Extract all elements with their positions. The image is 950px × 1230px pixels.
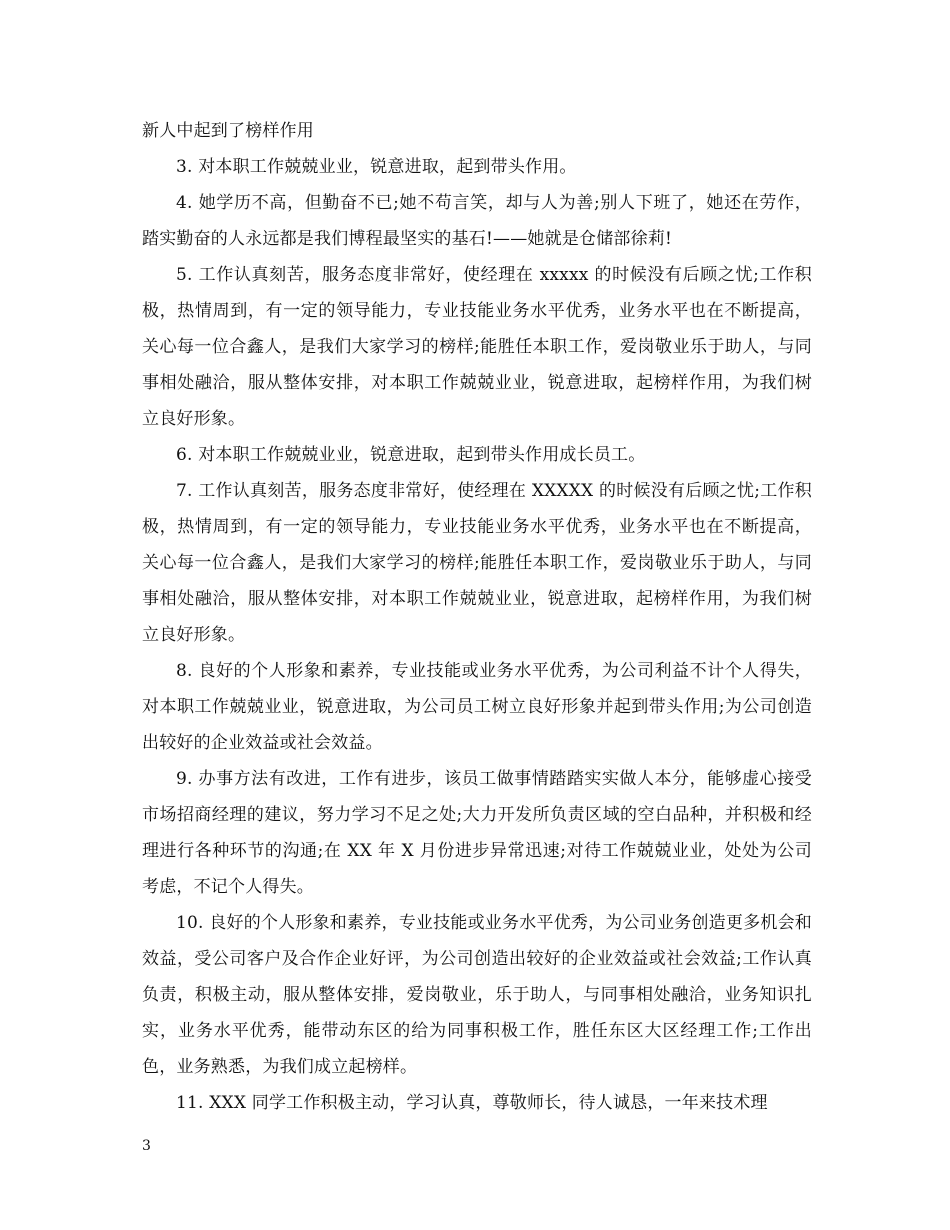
paragraph-item-3: 3. 对本职工作兢兢业业，锐意进取，起到带头作用。 — [176, 157, 577, 177]
paragraph-item-4: 4. 她学历不高，但勤奋不已;她不苟言笑，却与人为善;别人下班了，她还在劳作，踏实勤奋的人永远都是我们博程最坚实的基石!——她就是仓储部徐莉! — [142, 193, 812, 249]
paragraph-item-8: 8. 良好的个人形象和素养，专业技能或业务水平优秀，为公司利益不计个人得失，对本职工作兢兢业业，锐意进取，为公司员工树立良好形象并起到带头作用;为公司创造出较好的企业效益或社会效益。 — [142, 661, 812, 753]
paragraph-item-6: 6. 对本职工作兢兢业业，锐意进取，起到带头作用成长员工。 — [176, 445, 646, 465]
paragraph-continuation: 新人中起到了榜样作用 — [142, 121, 314, 141]
paragraph-item-7: 7. 工作认真刻苦，服务态度非常好，使经理在 XXXXX 的时候没有后顾之忧;工作积极，热情周到，有一定的领导能力，专业技能业务水平优秀，业务水平也在不断提高，关心每一位合鑫人，是我们大家学习的榜样;能胜任本职工作，爱岗敬业乐于助人，与同事相处融洽，服从整体安排，对本职工作兢兢业业，锐意进取，起榜样作用，为我们树立良好形象。 — [142, 481, 812, 645]
paragraph-item-9: 9. 办事方法有改进，工作有进步，该员工做事情踏踏实实做人本分，能够虚心接受市场招商经理的建议，努力学习不足之处;大力开发所负责区域的空白品种，并积极和经理进行各种环节的沟通;在 XX 年 X 月份进步异常迅速;对待工作兢兢业业，处处为公司考虑，不记个人得失。 — [142, 769, 812, 897]
page-number: 3 — [142, 1138, 151, 1154]
paragraph-item-5: 5. 工作认真刻苦，服务态度非常好，使经理在 xxxxx 的时候没有后顾之忧;工作积极，热情周到，有一定的领导能力，专业技能业务水平优秀，业务水平也在不断提高，关心每一位合鑫人，是我们大家学习的榜样;能胜任本职工作，爱岗敬业乐于助人，与同事相处融洽，服从整体安排，对本职工作兢兢业业，锐意进取，起榜样作用，为我们树立良好形象。 — [142, 265, 812, 429]
document-body — [142, 113, 812, 1121]
paragraph-item-10: 10. 良好的个人形象和素养，专业技能或业务水平优秀，为公司业务创造更多机会和效益，受公司客户及合作企业好评，为公司创造出较好的企业效益或社会效益;工作认真负责，积极主动，服从整体安排，爱岗敬业，乐于助人，与同事相处融洽，业务知识扎实，业务水平优秀，能带动东区的给为同事积极工作，胜任东区大区经理工作;工作出色，业务熟悉，为我们成立起榜样。 — [142, 913, 812, 1077]
paragraph-item-11: 11. XXX 同学工作积极主动，学习认真，尊敬师长，待人诚恳，一年来技术理 — [176, 1093, 768, 1113]
